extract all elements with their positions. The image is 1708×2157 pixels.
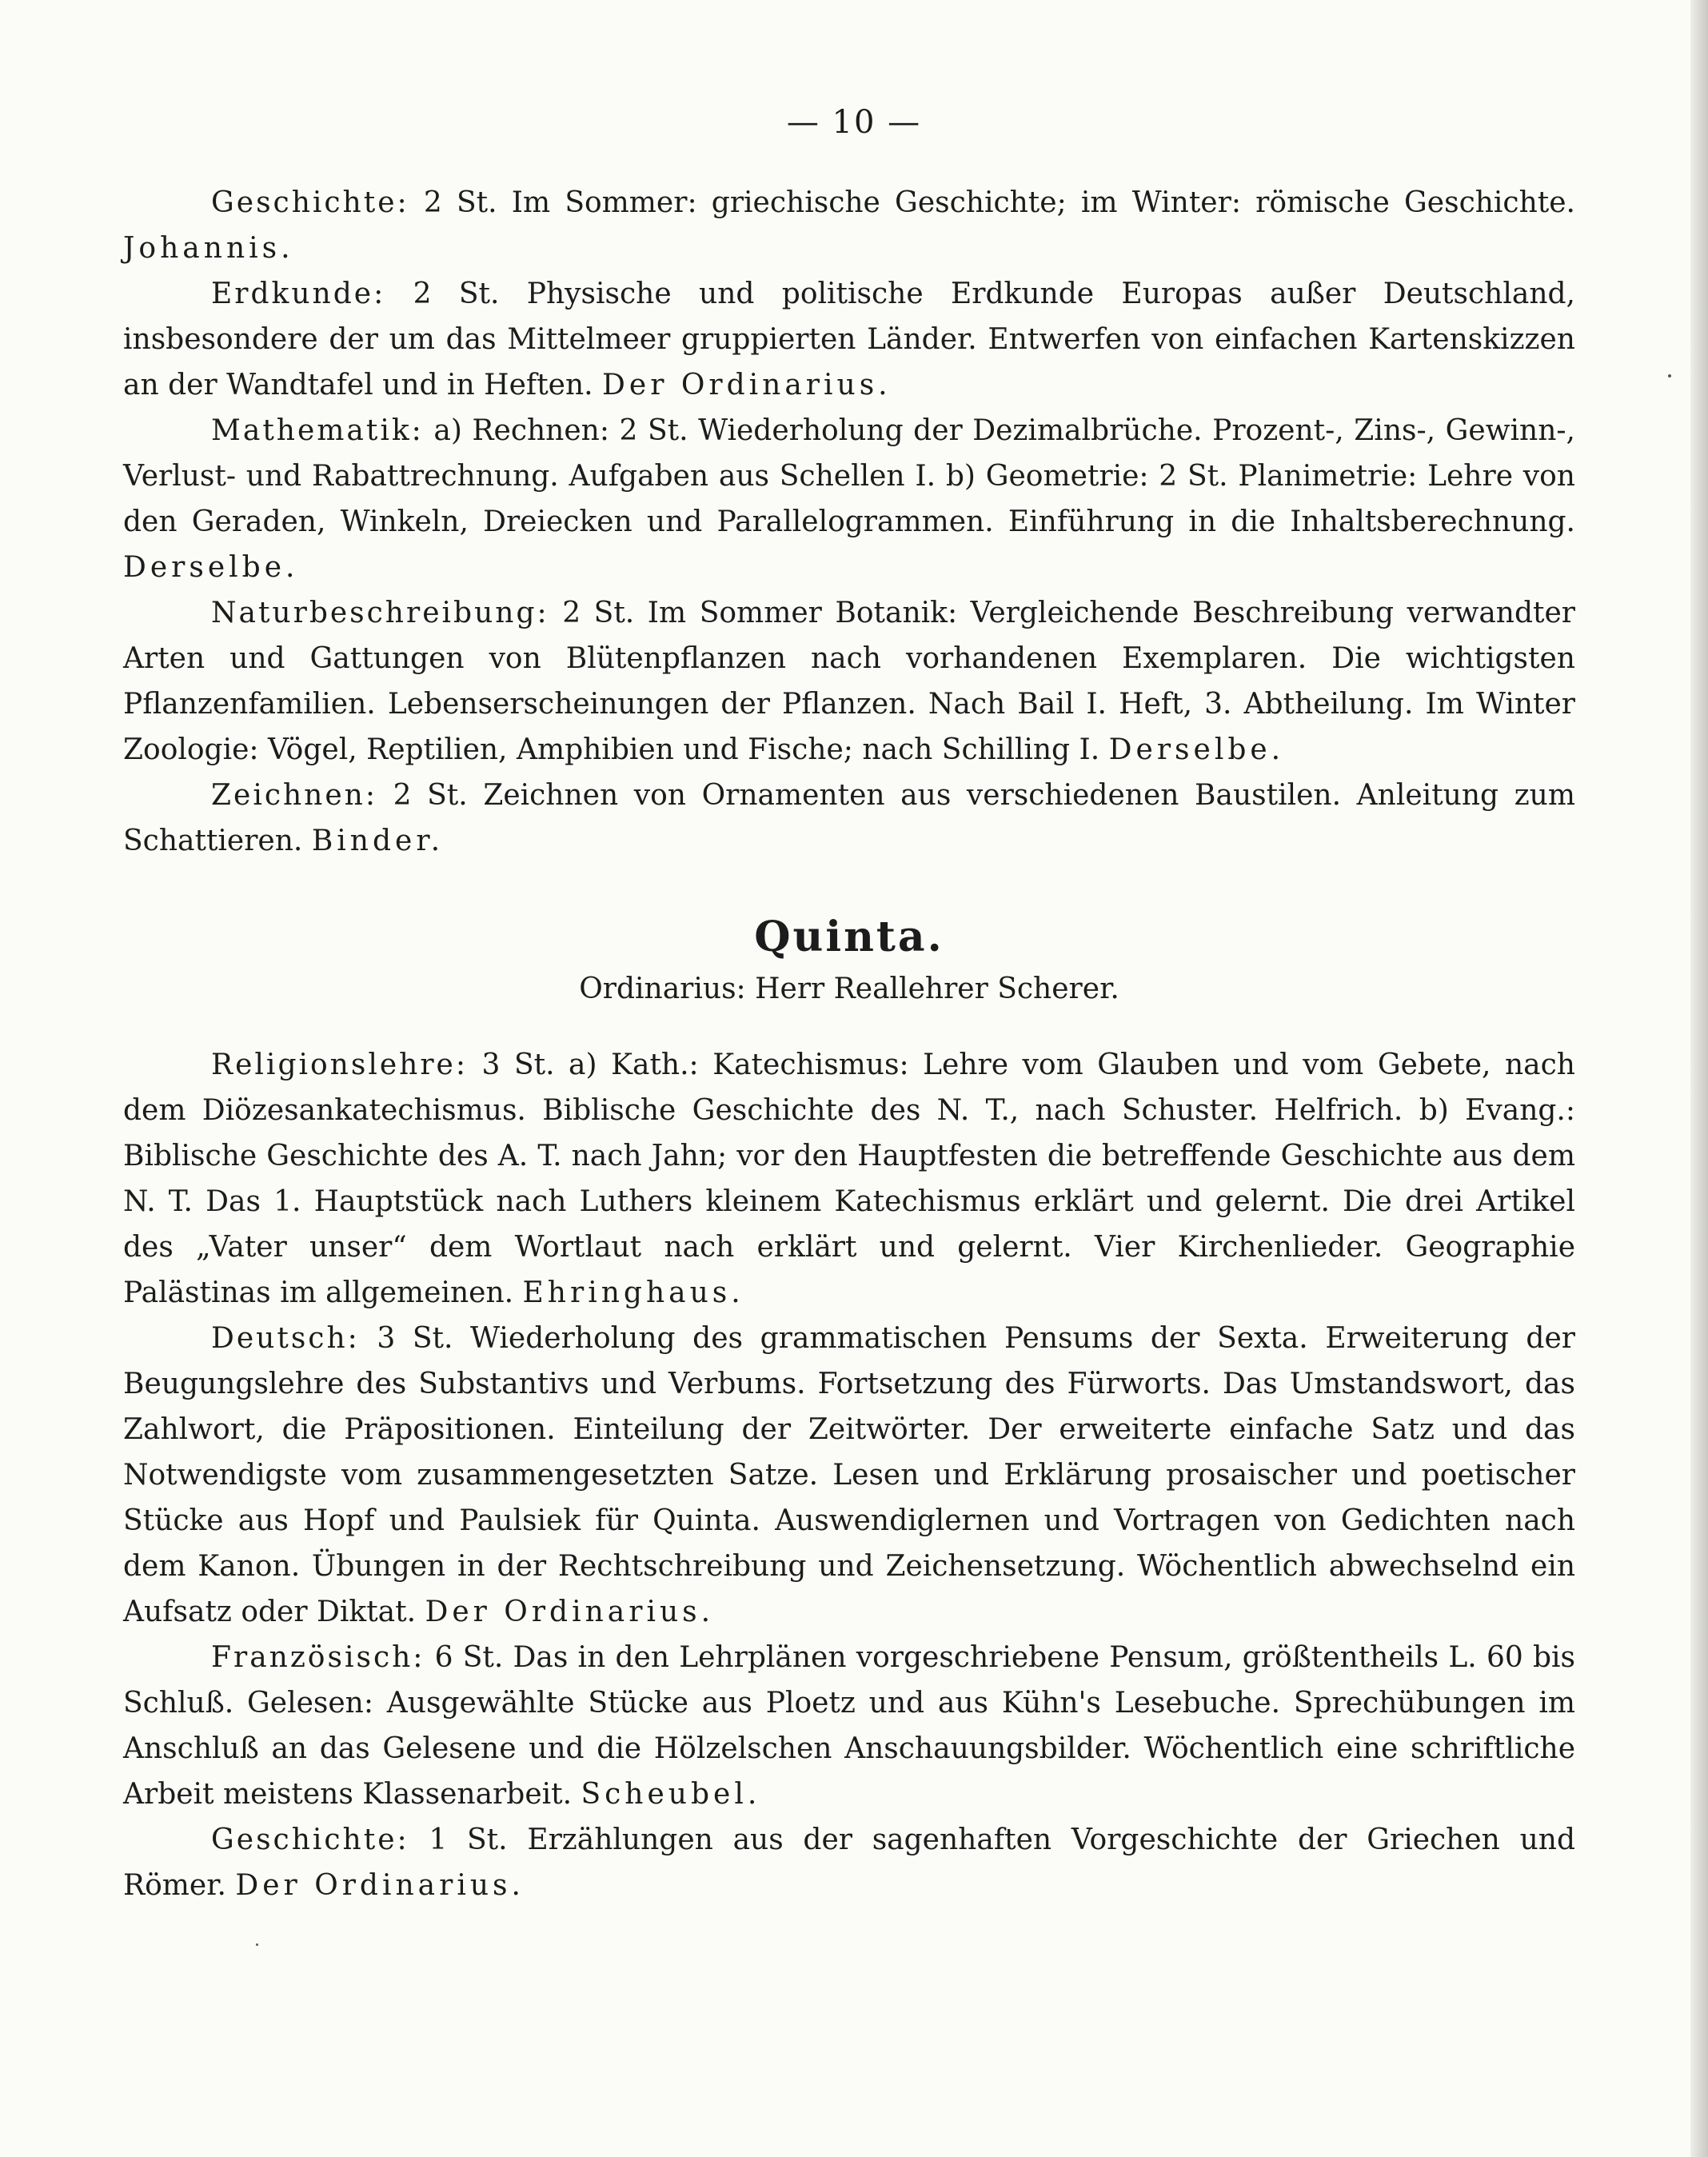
paragraph-text: 2 St. Im Sommer: griechische Geschichte; im Winter: römische Geschichte. [409,186,1575,219]
paper-speck [1668,374,1671,377]
page-body [123,180,1575,1908]
paragraph-text: 2 St. Physische und politische Erdkunde Europas außer Deutschland, insbesondere der um das Mittelmeer gruppierten Länder. Entwerfen von einfachen Kartenskizzen an der Wandtafel und in Heften. [123,278,1575,401]
paragraph-text: 6 St. Das in den Lehrplänen vorgeschriebene Pensum, größtentheils L. 60 bis Schluß. Gelesen: Ausgewählte Stücke aus Ploetz und aus Kühn's Lesebuche. Sprechübungen im Anschluß an das Gelesene und die Hölzelschen Anschauungsbilder. Wöchentlich eine schriftliche Arbeit meistens Klassenarbeit. [123,1641,1575,1811]
paragraph-franzoesisch [123,1635,1575,1817]
section-subtitle-ordinarius: Ordinarius: Herr Reallehrer Scherer. [579,973,1119,1005]
teacher-name: Ehringhaus. [522,1276,744,1309]
subject-label: Mathematik: [211,414,424,447]
subject-label: Zeichnen: [211,779,377,812]
paper-speck [256,1943,258,1946]
paragraph-text: 1 St. Erzählungen aus der sagenhaften Vorgeschichte der Griechen und Römer. [123,1823,1575,1902]
subject-label: Geschichte: [211,186,409,219]
page-edge-shadow [1690,0,1708,2157]
teacher-name: Derselbe. [123,551,299,584]
teacher-name: Binder. [311,825,445,857]
paragraph-text: 2 St. Im Sommer Botanik: Vergleichende Beschreibung verwandter Arten und Gattungen von Blütenpflanzen nach vorhandenen Exemplaren. Die wichtigsten Pflanzenfamilien. Lebenserscheinungen der Pflanzen. Nach Bail I. Heft, 3. Abtheilung. Im Winter Zoologie: Vögel, Reptilien, Amphibien und Fische; nach Schilling I. [123,597,1575,766]
teacher-name: Der Ordinarius. [235,1869,525,1902]
paragraph-religionslehre [123,1042,1575,1316]
teacher-name: Johannis. [123,232,294,265]
paragraph-naturbeschreibung [123,590,1575,773]
paragraph-erdkunde [123,271,1575,408]
subject-label: Erdkunde: [211,278,386,310]
subject-label: Geschichte: [211,1823,409,1856]
teacher-name: Scheubel. [581,1778,761,1811]
paragraph-text: a) Rechnen: 2 St. Wiederholung der Dezimalbrüche. Prozent-, Zins-, Gewinn-, Verlust- und Rabattrechnung. Aufgaben aus Schellen I. b) Geometrie: 2 St. Planimetrie: Lehre von den Geraden, Winkeln, Dreiecken und Parallelogrammen. Einführung in die Inhaltsberechnung. [123,414,1575,538]
paragraph-text: 3 St. Wiederholung des grammatischen Pensums der Sexta. Erweiterung der Beugungslehre des Substantivs und Verbums. Fortsetzung des Fürworts. Das Umstandswort, das Zahlwort, die Präpositionen. Einteilung der Zeitwörter. Der erweiterte einfache Satz und das Notwendigste vom zusammengesetzten Satze. Lesen und Erklärung prosaischer und poetischer Stücke aus Hopf und Paulsiek für Quinta. Auswendiglernen und Vortragen von Gedichten nach dem Kanon. Übungen in der Rechtschreibung und Zeichensetzung. Wöchentlich abwechselnd ein Aufsatz oder Diktat. [123,1322,1575,1628]
paragraph-geschichte [123,180,1575,271]
paragraph-text: 2 St. Zeichnen von Ornamenten aus verschiedenen Baustilen. Anleitung zum Schattieren. [123,779,1575,857]
paragraph-zeichnen [123,773,1575,864]
paragraph-deutsch [123,1316,1575,1635]
teacher-name: Der Ordinarius. [425,1596,715,1628]
section-title-quinta: Quinta. [754,913,944,961]
paragraph-geschichte-quinta [123,1817,1575,1908]
paragraph-mathematik [123,408,1575,590]
subject-label: Religionslehre: [211,1049,468,1081]
teacher-name: Derselbe. [1108,733,1285,766]
subject-label: Deutsch: [211,1322,360,1355]
subject-label: Naturbeschreibung: [211,597,549,629]
subject-label: Französisch: [211,1641,425,1674]
paragraph-text: 3 St. a) Kath.: Katechismus: Lehre vom Glauben und vom Gebete, nach dem Diözesankatechismus. Biblische Geschichte des N. T., nach Schuster. Helfrich. b) Evang.: Biblische Geschichte des A. T. nach Jahn; vor den Hauptfesten die betreffende Geschichte aus dem N. T. Das 1. Hauptstück nach Luthers kleinem Katechismus erklärt und gelernt. Die drei Artikel des „Vater unser“ dem Wortlaut nach erklärt und gelernt. Vier Kirchenlieder. Geographie Palästinas im allgemeinen. [123,1049,1575,1309]
page-number: — 10 — [786,104,922,141]
teacher-name: Der Ordinarius. [602,369,892,401]
